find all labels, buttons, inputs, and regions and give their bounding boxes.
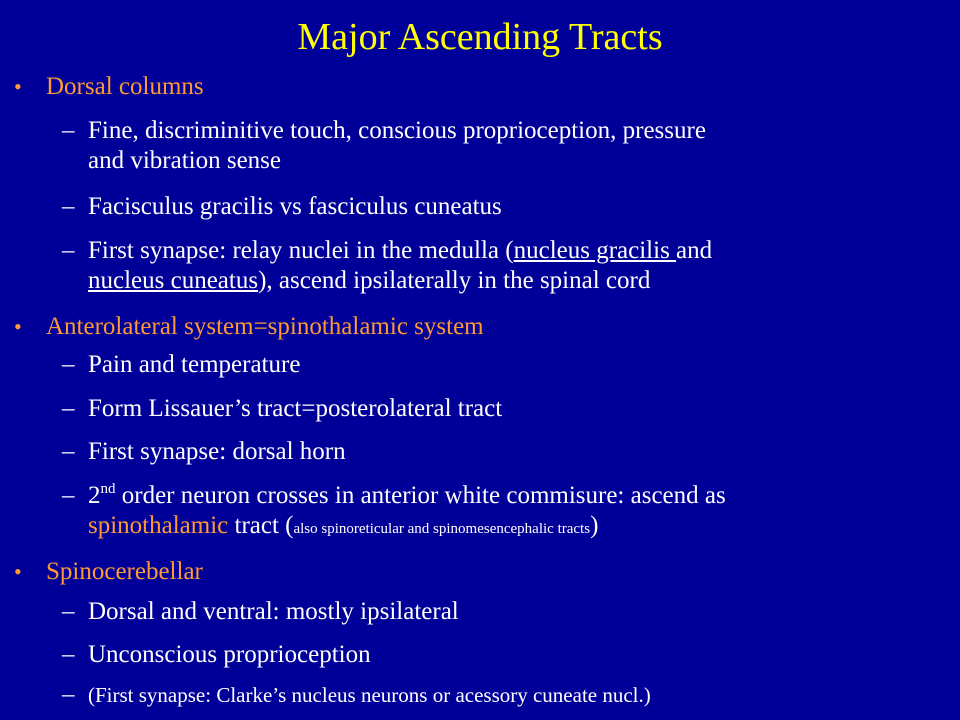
sub-item-text: (First synapse: Clarke’s nucleus neurons or acessory cuneate nucl.): [88, 683, 651, 707]
sub-item-text: Form Lissauer’s tract=posterolateral tract: [88, 395, 503, 422]
dash-icon: –: [62, 237, 75, 264]
bullet-icon: •: [14, 314, 22, 339]
bullet-heading: Dorsal columns: [46, 73, 204, 100]
dash-icon: –: [62, 395, 75, 422]
dash-icon: –: [62, 351, 75, 378]
sub-item-text: Pain and temperature: [88, 351, 301, 378]
dash-icon: –: [62, 438, 75, 465]
dash-icon: –: [62, 117, 75, 144]
sub-item-text: Unconscious proprioception: [88, 641, 371, 668]
sub-item-text: First synapse: dorsal horn: [88, 438, 346, 465]
sub-item-text: Dorsal and ventral: mostly ipsilateral: [88, 598, 459, 625]
underlined-term: nucleus cuneatus: [88, 267, 259, 294]
superscript: nd: [100, 481, 116, 497]
sub-item-line: Fine, discriminitive touch, conscious proprioception, pressure: [88, 117, 706, 144]
dash-icon: –: [62, 482, 75, 509]
dash-icon: –: [62, 641, 75, 668]
slide-title: Major Ascending Tracts: [297, 16, 663, 58]
dash-icon: –: [62, 598, 75, 625]
sub-item-text: [88, 236, 928, 296]
bullet-icon: •: [14, 74, 22, 99]
sub-item-fragment: order neuron crosses in anterior white commisure: ascend as: [115, 482, 726, 509]
sub-item-text: [88, 116, 928, 176]
sub-item-fragment: ), ascend ipsilaterally in the spinal cord: [258, 267, 651, 294]
sub-item-line: and vibration sense: [88, 147, 282, 174]
sub-item-text: [88, 481, 928, 544]
highlighted-term: spinothalamic: [88, 512, 229, 539]
sub-item-text: Facisculus gracilis vs fasciculus cuneatus: [88, 193, 502, 220]
bullet-heading: Anterolateral system=spinothalamic system: [46, 313, 484, 340]
sub-item-fragment: ): [590, 512, 599, 539]
dash-icon: –: [62, 681, 75, 708]
sub-item-fragment: 2: [88, 482, 101, 509]
sub-item-fragment: First synapse: relay nuclei in the medulla (: [88, 237, 514, 264]
bullet-icon: •: [14, 559, 22, 584]
small-note: also spinoreticular and spinomesencephalic tracts: [293, 521, 591, 537]
sub-item-fragment: tract (: [228, 512, 294, 539]
bullet-heading: Spinocerebellar: [46, 558, 203, 585]
underlined-term: nucleus gracilis: [513, 237, 677, 264]
dash-icon: –: [62, 193, 75, 220]
sub-item-fragment: and: [676, 237, 713, 264]
